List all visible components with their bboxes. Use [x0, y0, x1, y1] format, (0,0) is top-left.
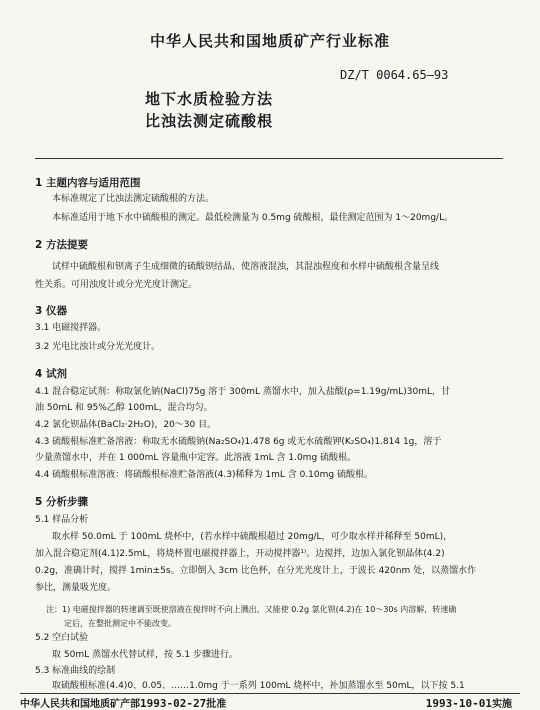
section-5-1-subheading: 5.1 样品分析 [35, 515, 89, 525]
section-2-paragraph-line-2: 性关系。可用浊度计或分光光度计测定。 [35, 280, 198, 290]
section-4-item-2: 4.2 氯化钡晶体(BaCl₂·2H₂O)，20～30 目。 [35, 420, 217, 430]
section-2-heading: 2 方法提要 [35, 239, 88, 251]
section-5-heading: 5 分析步骤 [35, 496, 88, 508]
section-4-item-1-line-2: 油 50mL 和 95%乙醇 100mL，混合均匀。 [35, 403, 213, 413]
section-2-paragraph-line-1: 试样中硫酸根和钡离子生成细微的硫酸钡结晶，使溶液混浊，其混浊程度和水样中硫酸根含量呈线 [52, 262, 440, 272]
section-4-item-4: 4.4 硫酸根标准溶液：将硫酸根标准贮备溶液(4.3)稀释为 1mL 含 0.10mg 硫酸根。 [35, 470, 373, 480]
section-4-item-3-line-2: 少量蒸馏水中，并在 1 000mL 容量瓶中定容。此溶液 1mL 含 1.0mg 硫酸根。 [35, 453, 357, 463]
section-5-1-line-4: 参比，测量吸光度。 [35, 583, 117, 593]
section-4-item-1-line-1: 4.1 混合稳定试剂：称取氯化钠(NaCl)75g 溶于 300mL 蒸馏水中，加入盐酸(ρ=1.19g/mL)30mL，甘 [35, 387, 451, 397]
footer-approved-by: 中华人民共和国地质矿产部 [20, 699, 140, 710]
document-title-line2: 比浊法测定硫酸根 [145, 112, 274, 130]
section-1-paragraph-2: 本标准适用于地下水中硫酸根的测定。最低检测量为 0.5mg 硫酸根，最佳测定范围为 1～20mg/L。 [52, 213, 454, 223]
section-5-2-subheading: 5.2 空白试验 [35, 633, 89, 643]
footnote-line-1: 注：1) 电磁搅拌器的转速调至既使溶液在搅拌时不向上溅出，又能使 0.2g 氯化钡(4.2)在 10～30s 内溶解，转速确 [46, 605, 457, 614]
header-divider [35, 158, 503, 159]
section-1-paragraph-1: 本标准规定了比浊法测定硫酸根的方法。 [52, 194, 215, 204]
section-3-item-1: 3.1 电磁搅拌器。 [35, 323, 107, 333]
standard-number: DZ/T 0064.65—93 [340, 68, 449, 82]
section-1-heading: 1 主题内容与适用范围 [35, 177, 141, 189]
footnote-line-2: 定后，在整批测定中不能改变。 [64, 619, 176, 628]
section-5-3-subheading: 5.3 标准曲线的绘制 [35, 666, 116, 676]
footer-divider [20, 693, 520, 694]
footer-effective [426, 695, 512, 710]
footer-effective-suffix: 实施 [492, 699, 512, 710]
footer-approved-date: 1993-02-27 [140, 697, 207, 710]
footer-effective-date: 1993-10-01 [425, 697, 492, 710]
section-3-item-2: 3.2 光电比浊计或分光光度计。 [35, 342, 161, 352]
section-5-1-line-3: 0.2g，准确计时，搅拌 1min±5s。立即倒入 3cm 比色杯，在分光光度计上，于波长 420nm 处，以蒸馏水作 [35, 566, 477, 576]
section-5-2-paragraph: 取 50mL 蒸馏水代替试样，按 5.1 步骤进行。 [52, 650, 238, 660]
section-5-1-line-2: 加入混合稳定剂(4.1)2.5mL，将烧杯置电磁搅拌器上，开动搅拌器¹⁾。边搅拌，边加入氯化钡晶体(4.2) [35, 549, 445, 559]
section-4-item-3-line-1: 4.3 硫酸根标准贮备溶液：称取无水硫酸钠(Na₂SO₄)1.478 6g 或无水硫酸钾(K₂SO₄)1.814 1g，溶于 [35, 437, 442, 447]
section-5-1-line-1: 取水样 50.0mL 于 100mL 烧杯中，(若水样中硫酸根超过 20mg/L，可少取水样并稀释至 50mL)， [52, 532, 453, 542]
footer-approval [20, 695, 226, 710]
section-4-heading: 4 试剂 [35, 368, 67, 380]
section-5-3-paragraph: 取硫酸根标准(4.4)0、0.05、……1.0mg 于一系列 100mL 烧杯中，补加蒸馏水至 50mL，以下按 5.1 [52, 681, 465, 691]
document-title-line1: 地下水质检验方法 [145, 90, 274, 108]
footer-approved-suffix: 批准 [206, 699, 227, 710]
section-3-heading: 3 仪器 [35, 305, 67, 317]
standard-title: 中华人民共和国地质矿产行业标准 [149, 32, 390, 50]
